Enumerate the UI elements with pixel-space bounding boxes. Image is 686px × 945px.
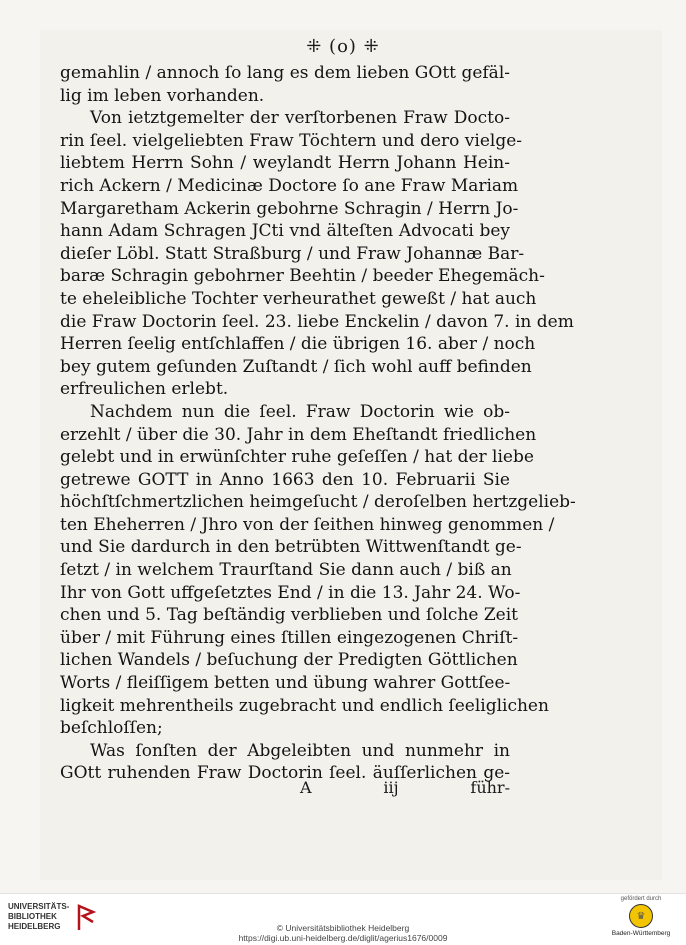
library-name-line-2: BIBLIOTHEK	[8, 912, 57, 921]
funder-block[interactable]	[606, 896, 676, 937]
library-name-line-3: HEIDELBERG	[8, 922, 61, 931]
catchword: führ-	[470, 778, 510, 797]
text-line: gelebt und in erwünſchter ruhe geſeſſen / hat der liebe	[60, 447, 534, 468]
text-line: lichen Wandels / beſuchung der Predigten Göttlichen	[60, 650, 518, 671]
text-line: erzehlt / über die 30. Jahr in dem Eheſtandt friedlichen	[60, 424, 537, 445]
text-line: bey gutem geſunden Zuſtandt / ſich wohl auff befinden	[60, 356, 532, 377]
text-line: über / mit Führung eines ſtillen eingezogenen Chriſt-	[60, 627, 519, 648]
permalink-url[interactable]: https://digi.ub.uni-heidelberg.de/diglit/agerius1676/0009	[238, 933, 448, 943]
text-line: höchſtſchmertzlichen heimgeſucht / deroſelben hertzgelieb-	[60, 492, 576, 513]
text-line: te eheleibliche Tochter verheurathet geweßt / hat auch	[60, 288, 537, 309]
text-line: erfreulichen erlebt.	[60, 379, 229, 400]
text-line: lig im leben vorhanden.	[60, 85, 265, 106]
funder-name: Baden-Württemberg	[611, 930, 671, 937]
text-line: ten Eheherren / Jhro von der ſeithen hinweg genommen /	[60, 514, 555, 535]
page-text	[60, 62, 576, 785]
text-line: Margaretham Ackerin gebohrne Schragin / Herrn Jo-	[60, 198, 519, 219]
text-line: getrewe GOTT in Anno 1663 den 10. Februarii Sie	[60, 469, 510, 490]
text-line: ſetzt / in welchem Traurſtand Sie dann auch / biß an	[60, 560, 512, 581]
text-line: die Fraw Doctorin ſeel. 23. liebe Enckelin / davon 7. in dem	[60, 311, 574, 332]
text-line: Ihr von Gott uffgeſetztes End / in die 13. Jahr 24. Wo-	[60, 582, 521, 603]
library-name-line-1: UNIVERSITÄTS-	[8, 902, 70, 911]
text-line: Worts / fleiſſigem betten und übung wahrer Gottſee-	[60, 673, 511, 694]
text-line: dieſer Löbl. Statt Straßburg / und Fraw Johannæ Bar-	[60, 243, 525, 264]
text-line: baræ Schragin gebohrner Beehtin / beeder Ehegemäch-	[60, 266, 545, 287]
text-line: GOtt ruhenden Fraw Doctorin ſeel. äuſſerlichen ge-	[60, 763, 510, 784]
copyright-block	[0, 923, 686, 943]
text-line: hann Adam Schragen JCti vnd älteſten Advocati bey	[60, 221, 510, 242]
signature-number: iij	[383, 778, 399, 797]
funded-by-label: gefördert durch	[620, 896, 662, 902]
text-line: und Sie dardurch in den betrübten Wittwenſtandt ge-	[60, 537, 522, 558]
text-line: rin ſeel. vielgeliebten Fraw Töchtern und dero vielge-	[60, 130, 523, 151]
text-line: liebtem Herrn Sohn / weylandt Herrn Johann Hein-	[60, 153, 510, 174]
text-line: Von ietztgemelter der verſtorbenen Fraw Docto-	[90, 108, 510, 129]
text-line: rich Ackern / Medicinæ Doctore ſo ane Fraw Mariam	[60, 175, 519, 196]
text-line: Herren ſeelig entſchlaffen / die übrigen 16. aber / noch	[60, 334, 536, 355]
text-line: gemahlin / annoch ſo lang es dem lieben GOtt gefäl-	[60, 63, 510, 83]
catchword-line	[300, 778, 510, 797]
text-line: chen und 5. Tag beſtändig verblieben und ſolche Zeit	[60, 605, 519, 626]
text-line: Was ſonſten der Abgeleibten und nunmehr in	[90, 740, 510, 761]
copyright-text: © Universitätsbibliothek Heidelberg	[276, 923, 410, 933]
viewer-footer	[0, 893, 686, 945]
text-line: beſchloſſen;	[60, 718, 163, 739]
baden-wuerttemberg-crest-icon: ♛	[629, 904, 653, 928]
page-marker: ⁜ (o) ⁜	[306, 36, 380, 57]
text-line: ligkeit mehrentheils zugebracht und endlich ſeeliglichen	[60, 695, 549, 716]
signature-mark: A	[300, 778, 312, 797]
text-line: Nachdem nun die ſeel. Fraw Doctorin wie ob-	[90, 401, 510, 422]
